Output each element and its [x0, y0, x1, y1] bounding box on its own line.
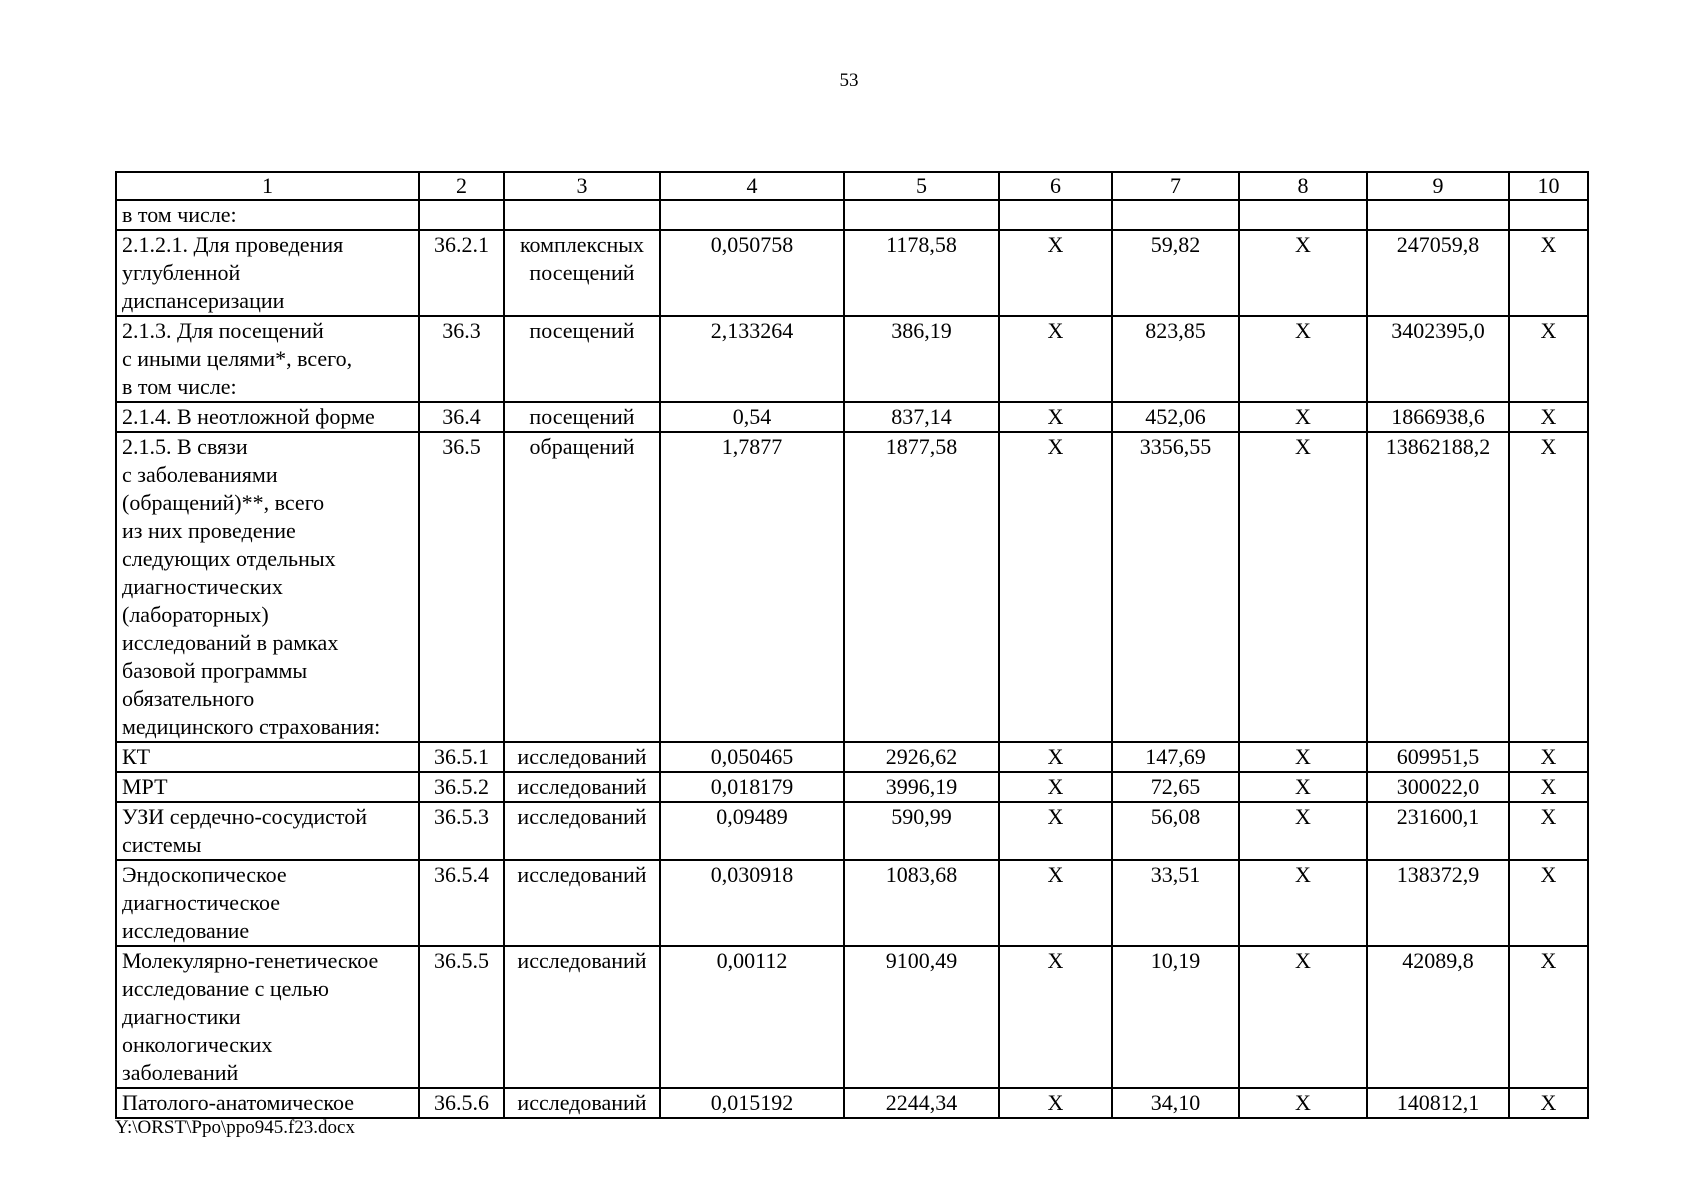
table-cell-col-5: 386,19 [844, 316, 999, 402]
table-row [116, 432, 1588, 742]
column-number-5: 5 [844, 172, 999, 200]
table-cell-col-9: 140812,1 [1367, 1088, 1509, 1118]
table-cell-col-2: 36.2.1 [419, 230, 504, 316]
column-number-10: 10 [1509, 172, 1588, 200]
table-cell-col-10: X [1509, 742, 1588, 772]
table-cell-col-6 [999, 200, 1112, 230]
table-cell-col-10: X [1509, 402, 1588, 432]
row-label-cell: МРТ [116, 772, 419, 802]
table-row [116, 200, 1588, 230]
table-cell-col-5: 2926,62 [844, 742, 999, 772]
table-cell-col-3: исследований [504, 802, 660, 860]
table-cell-col-6: X [999, 432, 1112, 742]
column-number-7: 7 [1112, 172, 1239, 200]
table-cell-col-3 [504, 200, 660, 230]
column-number-1: 1 [116, 172, 419, 200]
row-label-cell: 2.1.3. Для посещений с иными целями*, всего, в том числе: [116, 316, 419, 402]
table-cell-col-8: X [1239, 230, 1367, 316]
table-cell-col-4: 0,54 [660, 402, 844, 432]
table-cell-col-9: 231600,1 [1367, 802, 1509, 860]
table-cell-col-6: X [999, 860, 1112, 946]
table-cell-col-7: 59,82 [1112, 230, 1239, 316]
table-cell-col-10: X [1509, 772, 1588, 802]
table-cell-col-10: X [1509, 860, 1588, 946]
table-cell-col-4: 0,030918 [660, 860, 844, 946]
table-row [116, 316, 1588, 402]
row-label-cell: Эндоскопическое диагностическое исследование [116, 860, 419, 946]
table-cell-col-3: исследований [504, 860, 660, 946]
table-row [116, 802, 1588, 860]
table-cell-col-10: X [1509, 432, 1588, 742]
table-cell-col-2: 36.5.6 [419, 1088, 504, 1118]
table-cell-col-8 [1239, 200, 1367, 230]
table-cell-col-3: исследований [504, 772, 660, 802]
row-label-cell: УЗИ сердечно-сосудистой системы [116, 802, 419, 860]
table-cell-col-3: посещений [504, 402, 660, 432]
table-cell-col-8: X [1239, 402, 1367, 432]
table-cell-col-5: 1178,58 [844, 230, 999, 316]
table-cell-col-8: X [1239, 860, 1367, 946]
table-cell-col-6: X [999, 402, 1112, 432]
table-cell-col-9: 247059,8 [1367, 230, 1509, 316]
table-cell-col-5 [844, 200, 999, 230]
table-cell-col-7: 72,65 [1112, 772, 1239, 802]
table-cell-col-10: X [1509, 1088, 1588, 1118]
table-cell-col-5: 1083,68 [844, 860, 999, 946]
table-row [116, 230, 1588, 316]
row-label-cell: 2.1.4. В неотложной форме [116, 402, 419, 432]
table-cell-col-7: 823,85 [1112, 316, 1239, 402]
table-cell-col-4: 0,018179 [660, 772, 844, 802]
table-cell-col-10: X [1509, 230, 1588, 316]
table-row [116, 946, 1588, 1088]
table-row [116, 772, 1588, 802]
table-row [116, 860, 1588, 946]
table-cell-col-5: 9100,49 [844, 946, 999, 1088]
table-cell-col-3: посещений [504, 316, 660, 402]
table-cell-col-2: 36.5.1 [419, 742, 504, 772]
column-number-4: 4 [660, 172, 844, 200]
table-row [116, 1088, 1588, 1118]
table-cell-col-3: исследований [504, 946, 660, 1088]
table-cell-col-4: 1,7877 [660, 432, 844, 742]
data-table [115, 171, 1589, 1119]
row-label-cell: в том числе: [116, 200, 419, 230]
table-cell-col-8: X [1239, 946, 1367, 1088]
table-cell-col-9: 609951,5 [1367, 742, 1509, 772]
column-number-6: 6 [999, 172, 1112, 200]
table-cell-col-3: исследований [504, 742, 660, 772]
table-cell-col-6: X [999, 230, 1112, 316]
table-row [116, 742, 1588, 772]
table-cell-col-6: X [999, 316, 1112, 402]
table-cell-col-5: 3996,19 [844, 772, 999, 802]
table-cell-col-4: 0,09489 [660, 802, 844, 860]
table-cell-col-9 [1367, 200, 1509, 230]
row-label-cell: КТ [116, 742, 419, 772]
table-cell-col-6: X [999, 772, 1112, 802]
table-header-row [116, 172, 1588, 200]
table-cell-col-4: 2,133264 [660, 316, 844, 402]
table-row [116, 402, 1588, 432]
row-label-cell: 2.1.2.1. Для проведения углубленной диспансеризации [116, 230, 419, 316]
row-label-cell: 2.1.5. В связи с заболеваниями (обращений)**, всего из них проведение следующих отдельных диагностических (лабораторных) исследований в рамках базовой программы обязательного медицинского страхования: [116, 432, 419, 742]
table-cell-col-5: 837,14 [844, 402, 999, 432]
table-cell-col-9: 138372,9 [1367, 860, 1509, 946]
table-cell-col-6: X [999, 946, 1112, 1088]
table-cell-col-2: 36.5.4 [419, 860, 504, 946]
table-cell-col-5: 590,99 [844, 802, 999, 860]
table-cell-col-10 [1509, 200, 1588, 230]
table-cell-col-7: 56,08 [1112, 802, 1239, 860]
table-cell-col-2: 36.5.5 [419, 946, 504, 1088]
table-cell-col-3: исследований [504, 1088, 660, 1118]
table-cell-col-5: 2244,34 [844, 1088, 999, 1118]
table-cell-col-2: 36.5.3 [419, 802, 504, 860]
table-cell-col-8: X [1239, 742, 1367, 772]
row-label-cell: Молекулярно-генетическое исследование с целью диагностики онкологических заболеваний [116, 946, 419, 1088]
table-cell-col-4: 0,050758 [660, 230, 844, 316]
table-cell-col-2 [419, 200, 504, 230]
table-cell-col-5: 1877,58 [844, 432, 999, 742]
page-number: 53 [839, 70, 859, 91]
table-cell-col-7: 10,19 [1112, 946, 1239, 1088]
column-number-3: 3 [504, 172, 660, 200]
column-number-2: 2 [419, 172, 504, 200]
table-cell-col-10: X [1509, 802, 1588, 860]
table-cell-col-10: X [1509, 316, 1588, 402]
table-cell-col-7: 33,51 [1112, 860, 1239, 946]
table-cell-col-2: 36.5.2 [419, 772, 504, 802]
table-cell-col-7: 452,06 [1112, 402, 1239, 432]
table-cell-col-9: 42089,8 [1367, 946, 1509, 1088]
table-cell-col-9: 300022,0 [1367, 772, 1509, 802]
table-cell-col-7 [1112, 200, 1239, 230]
table-cell-col-7: 34,10 [1112, 1088, 1239, 1118]
table-cell-col-8: X [1239, 432, 1367, 742]
column-number-8: 8 [1239, 172, 1367, 200]
column-number-9: 9 [1367, 172, 1509, 200]
table-cell-col-2: 36.4 [419, 402, 504, 432]
table-cell-col-8: X [1239, 772, 1367, 802]
table-cell-col-8: X [1239, 316, 1367, 402]
table-cell-col-2: 36.3 [419, 316, 504, 402]
table-cell-col-4: 0,015192 [660, 1088, 844, 1118]
table-cell-col-3: обращений [504, 432, 660, 742]
table-cell-col-10: X [1509, 946, 1588, 1088]
table-cell-col-7: 147,69 [1112, 742, 1239, 772]
table-cell-col-4: 0,00112 [660, 946, 844, 1088]
table-cell-col-6: X [999, 742, 1112, 772]
table-cell-col-9: 13862188,2 [1367, 432, 1509, 742]
table-cell-col-3: комплексных посещений [504, 230, 660, 316]
table-cell-col-4 [660, 200, 844, 230]
table-cell-col-8: X [1239, 1088, 1367, 1118]
table-cell-col-6: X [999, 1088, 1112, 1118]
table-cell-col-2: 36.5 [419, 432, 504, 742]
table-cell-col-9: 3402395,0 [1367, 316, 1509, 402]
table-cell-col-6: X [999, 802, 1112, 860]
row-label-cell: Патолого-анатомическое [116, 1088, 419, 1118]
table-cell-col-4: 0,050465 [660, 742, 844, 772]
table-cell-col-9: 1866938,6 [1367, 402, 1509, 432]
footer-file-path: Y:\ORST\Ppo\ppo945.f23.docx [115, 1117, 355, 1138]
table-cell-col-8: X [1239, 802, 1367, 860]
table-cell-col-7: 3356,55 [1112, 432, 1239, 742]
